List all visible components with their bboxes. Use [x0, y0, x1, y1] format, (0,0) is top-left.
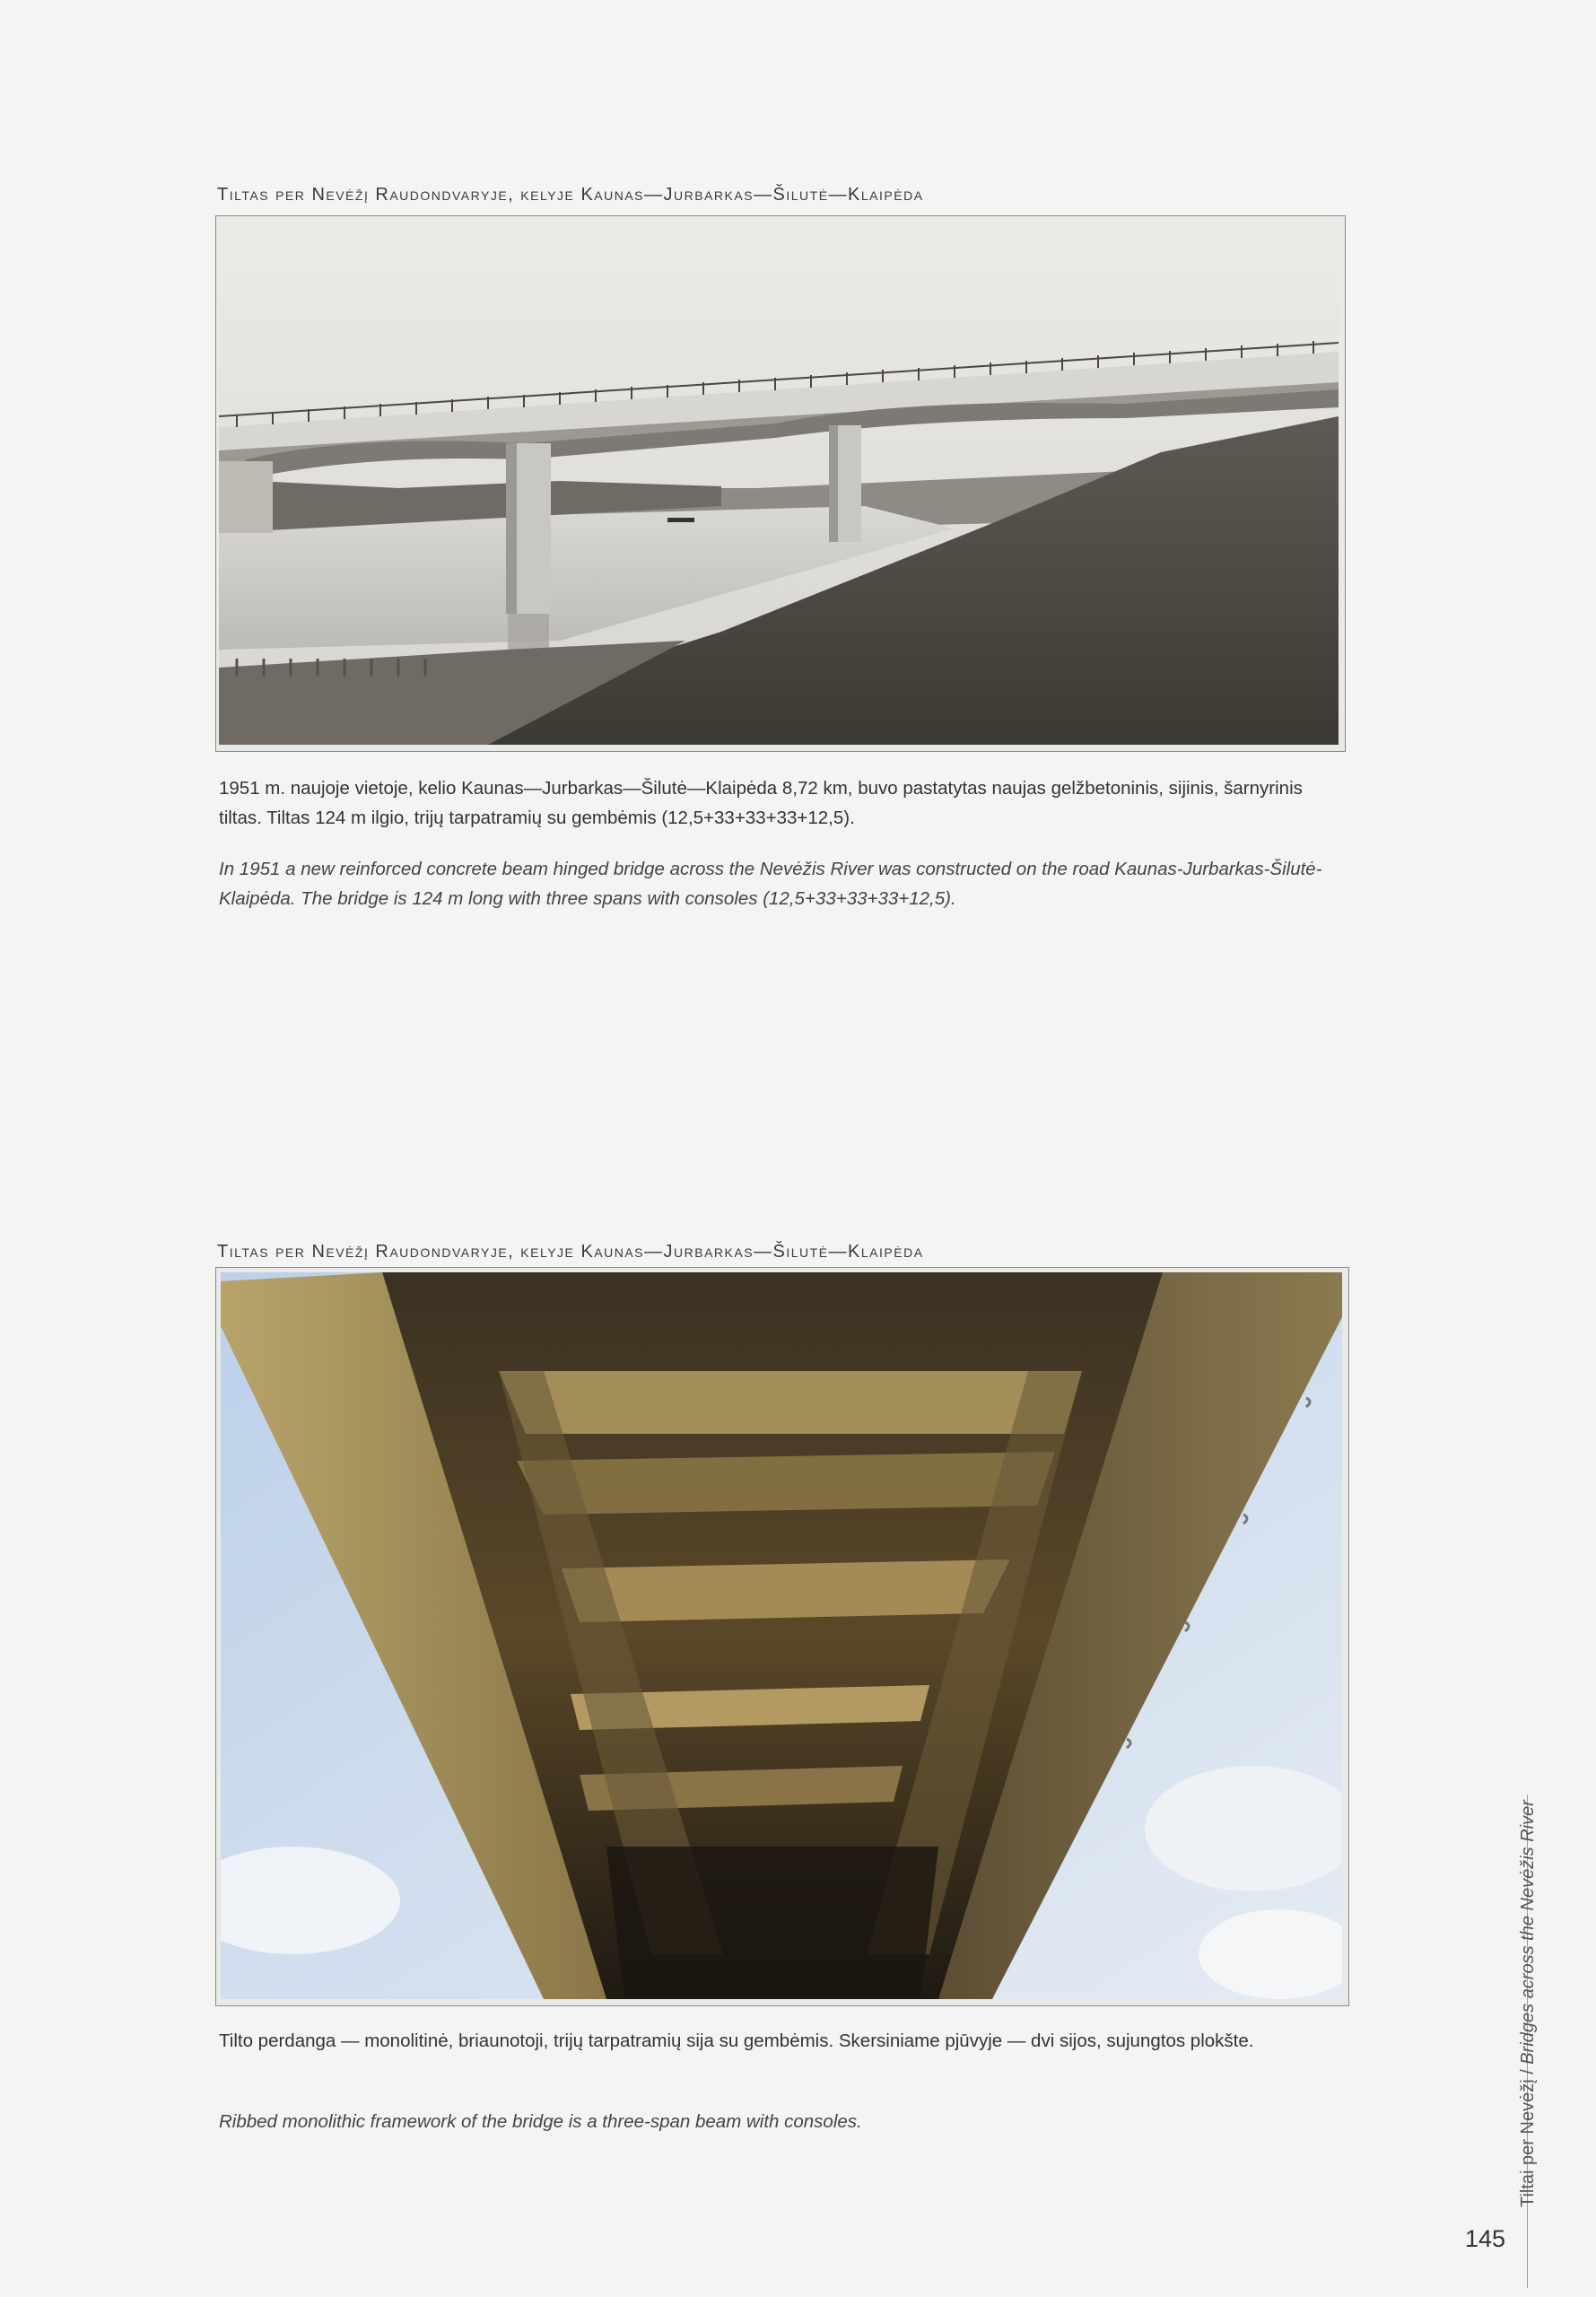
bottom-caption-en: Ribbed monolithic framework of the bridge is a three-span beam with consoles. [219, 2111, 862, 2132]
bottom-photo-title: Tiltas per Nevėžį Raudondvaryje, kelyje Kaunas—Jurbarkas—Šilutė—Klaipėda [217, 1242, 924, 1262]
sidebar-label-lt: Tiltai per Nevėžį [1518, 2079, 1538, 2207]
bridge-underside-photo [221, 1272, 1342, 1999]
top-caption-en: In 1951 a new reinforced concrete beam hinged bridge across the Nevėžis River was constructed on the road Kaunas-Jurbarkas-Šilutė-Klaipėda. The bridge is 124 m long with three spans with consoles (12,5+33+33+33+12,5). [219, 859, 1322, 909]
sidebar-label-separator: / [1518, 2064, 1538, 2080]
bridge-side-photo [219, 219, 1339, 745]
top-photo-title: Tiltas per Nevėžį Raudondvaryje, kelyje Kaunas—Jurbarkas—Šilutė—Klaipėda [217, 185, 924, 205]
page-number: 145 [1465, 2225, 1506, 2252]
sidebar-label-en: Bridges across the Nevėžis River [1518, 1800, 1538, 2065]
top-caption-lt: 1951 m. naujoje vietoje, kelio Kaunas—Jurbarkas—Šilutė—Klaipėda 8,72 km, buvo pastatytas naujas gelžbetoninis, sijinis, šarnyrinis tiltas. Tiltas 124 m ilgio, trijų tarpatramių su gembėmis (12,5+33+33+33+12,5). [219, 778, 1303, 828]
bottom-caption-lt: Tilto perdanga — monolitinė, briaunotoji, trijų tarpatramių sija su gembėmis. Skersiniame pjūvyje — dvi sijos, sujungtos plokšte. [219, 2031, 1254, 2051]
